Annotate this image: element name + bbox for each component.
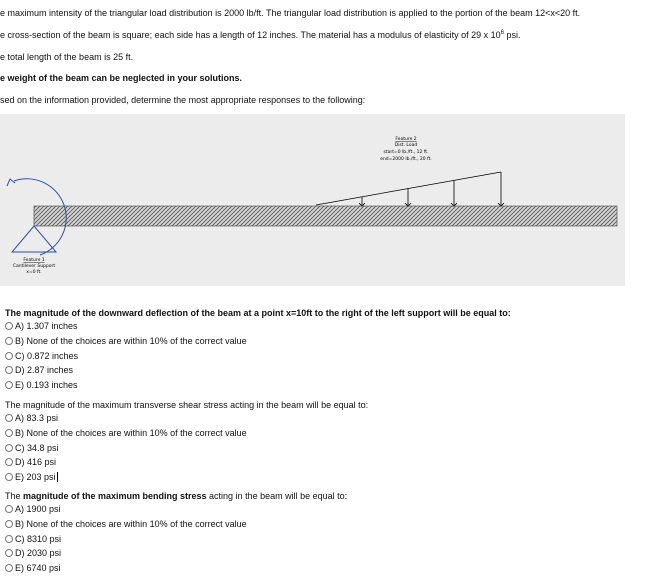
- intro-load-text: e maximum intensity of the triangular load distribution is 2000 lb/ft. The triangular load distribution is applied to the portion of the beam 12<x<20 ft.: [0, 8, 581, 18]
- radio-button[interactable]: [5, 458, 13, 466]
- question-1-prompt: The magnitude of the downward deflection of the beam at a point x=10ft to the right of the left support will be equal to:: [5, 308, 511, 318]
- radio-button[interactable]: [5, 549, 13, 557]
- q2-option-a[interactable]: [5, 413, 58, 423]
- beam-diagram: [0, 114, 625, 286]
- feature1-line1: Cantilever Support: [12, 264, 56, 269]
- feature1-line2: x=0 ft.: [26, 270, 42, 275]
- radio-button[interactable]: [5, 414, 13, 422]
- q1-option-a[interactable]: [5, 321, 78, 331]
- intro-cross-section-main: e cross-section of the beam is square; each side has a length of 12 inches. The material has a modulus of elasticity of 29 x 10: [0, 30, 501, 40]
- option-label: E) 0.193 inches: [15, 380, 78, 390]
- radio-button[interactable]: [5, 322, 13, 330]
- q3-option-b[interactable]: [5, 519, 247, 529]
- q1-option-b[interactable]: [5, 336, 247, 346]
- option-label: D) 2030 psi: [15, 548, 62, 558]
- option-label: A) 83.3 psi: [15, 413, 59, 423]
- radio-button[interactable]: [5, 444, 13, 452]
- option-label: E) 6740 psi: [15, 563, 61, 573]
- radio-button[interactable]: [5, 429, 13, 437]
- intro-exponent: 6: [500, 30, 504, 36]
- radio-button[interactable]: [5, 520, 13, 528]
- feature1-title: Feature 1: [23, 258, 45, 263]
- intro-length-text: e total length of the beam is 25 ft.: [0, 52, 134, 62]
- q1-option-c[interactable]: [5, 351, 78, 361]
- q2-option-e[interactable]: [5, 472, 58, 482]
- option-label: C) 0.872 inches: [15, 351, 79, 361]
- radio-button[interactable]: [5, 473, 13, 481]
- q2-option-d[interactable]: [5, 457, 56, 467]
- option-label: B) None of the choices are within 10% of the correct value: [15, 519, 247, 529]
- q1-option-d[interactable]: [5, 365, 73, 375]
- q3-option-c[interactable]: [5, 534, 61, 544]
- feature2-line2: start=0 lb./ft., 12 ft.: [383, 150, 429, 155]
- radio-button[interactable]: [5, 535, 13, 543]
- feature2-line3: end=2000 lb./ft., 20 ft.: [380, 157, 432, 162]
- intro-cross-section-text: [0, 30, 520, 40]
- q3-option-a[interactable]: [5, 504, 61, 514]
- question-3-prompt-end: acting in the beam will be equal to:: [206, 491, 348, 501]
- q3-option-d[interactable]: [5, 548, 61, 558]
- feature2-title: Feature 2: [395, 137, 417, 142]
- q2-option-c[interactable]: [5, 443, 59, 453]
- option-label: C) 34.8 psi: [15, 443, 59, 453]
- option-label: E) 203 psi: [15, 472, 56, 482]
- cantilever-support-icon: [12, 226, 56, 252]
- radio-button[interactable]: [5, 337, 13, 345]
- option-label: D) 416 psi: [15, 457, 57, 467]
- option-label: B) None of the choices are within 10% of the correct value: [15, 336, 247, 346]
- beam-diagram-svg: [0, 114, 625, 286]
- radio-button[interactable]: [5, 564, 13, 572]
- question-3-prompt-start: The: [5, 491, 24, 501]
- radio-button[interactable]: [5, 505, 13, 513]
- intro-cross-section-unit: psi.: [503, 30, 521, 40]
- option-label: A) 1.307 inches: [15, 321, 78, 331]
- question-3-prompt-bold: magnitude of the maximum bending stress: [23, 491, 207, 501]
- option-label: A) 1900 psi: [15, 504, 61, 514]
- feature2-line1: Dist. Load: [394, 143, 418, 148]
- question-2-prompt: The magnitude of the maximum transverse shear stress acting in the beam will be equal to:: [5, 400, 369, 410]
- distributed-load-icon: [316, 172, 504, 206]
- radio-button[interactable]: [5, 381, 13, 389]
- radio-button[interactable]: [5, 366, 13, 374]
- option-label: B) None of the choices are within 10% of the correct value: [15, 428, 247, 438]
- intro-instructions-text: sed on the information provided, determine the most appropriate responses to the following:: [0, 95, 366, 105]
- q3-option-e[interactable]: [5, 563, 61, 573]
- radio-button[interactable]: [5, 352, 13, 360]
- option-label: C) 8310 psi: [15, 534, 62, 544]
- question-3-prompt: [5, 491, 347, 501]
- intro-weight-text: e weight of the beam can be neglected in your solutions.: [0, 73, 243, 83]
- option-label: D) 2.87 inches: [15, 365, 74, 375]
- q1-option-e[interactable]: [5, 380, 78, 390]
- beam-body: [34, 206, 617, 226]
- q2-option-b[interactable]: [5, 428, 247, 438]
- text-cursor: [57, 472, 58, 482]
